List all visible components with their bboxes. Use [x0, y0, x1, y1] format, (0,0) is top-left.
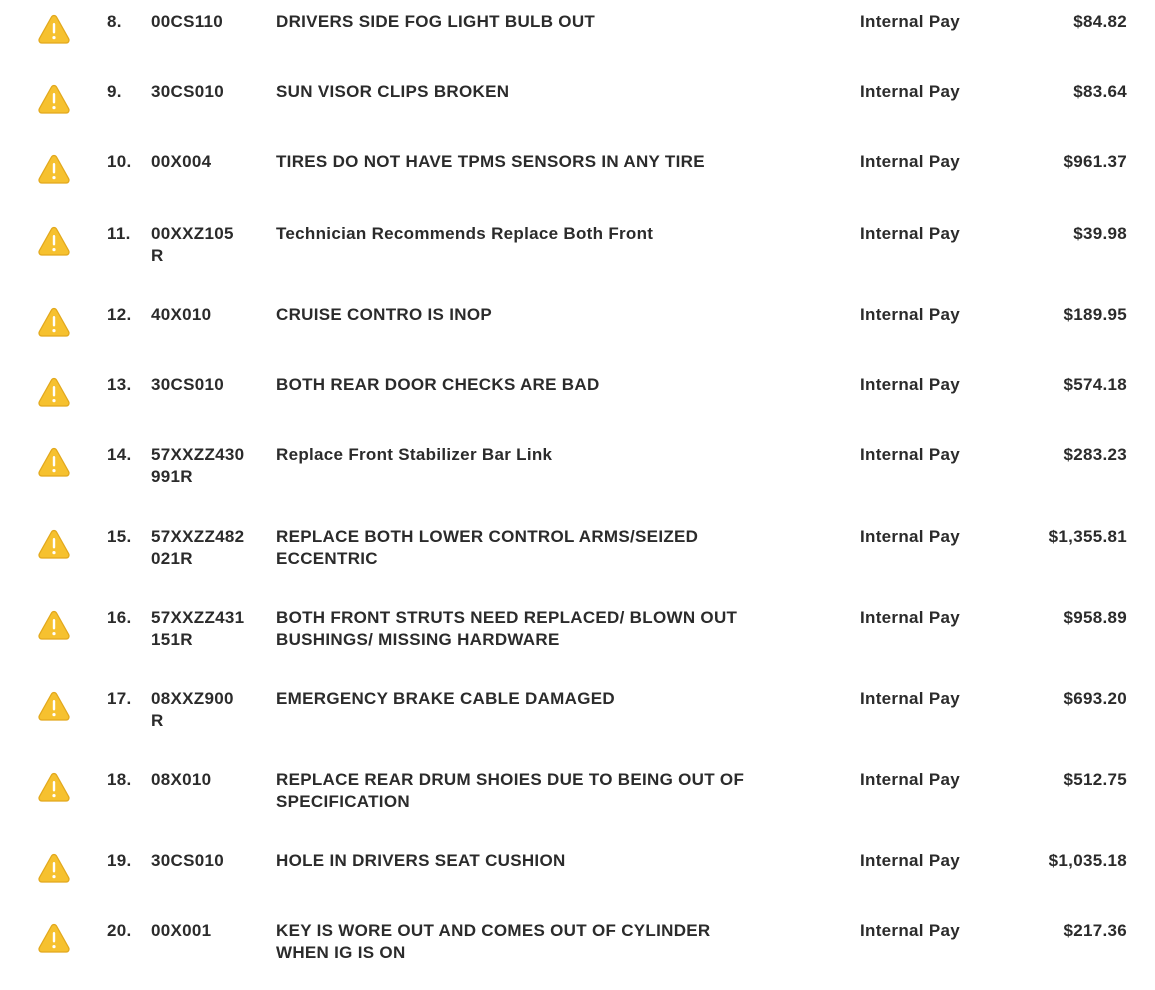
op-code: 30CS010: [151, 82, 224, 101]
list-item[interactable]: [0, 151, 1155, 221]
list-item[interactable]: [0, 81, 1155, 151]
item-number: 20.: [107, 921, 132, 940]
warning-icon: [37, 83, 71, 115]
item-number: 16.: [107, 608, 132, 627]
item-number: 12.: [107, 305, 132, 324]
op-code: 08XXZ900R: [151, 689, 234, 730]
item-amount: $961.37: [1063, 152, 1127, 171]
item-description: DRIVERS SIDE FOG LIGHT BULB OUT: [276, 12, 596, 31]
item-description: HOLE IN DRIVERS SEAT CUSHION: [276, 851, 566, 870]
item-description: CRUISE CONTRO IS INOP: [276, 305, 492, 324]
item-number: 19.: [107, 851, 132, 870]
item-description: TIRES DO NOT HAVE TPMS SENSORS IN ANY TIRE: [276, 152, 705, 171]
warning-icon: [37, 609, 71, 641]
item-amount: $84.82: [1073, 12, 1127, 31]
item-description: Technician Recommends Replace Both Front: [276, 224, 654, 243]
op-code: 57XXZZ431151R: [151, 608, 245, 649]
item-number: 18.: [107, 770, 132, 789]
warning-icon: [37, 153, 71, 185]
list-item[interactable]: [0, 223, 1155, 293]
item-amount: $189.95: [1063, 305, 1127, 324]
item-number: 8.: [107, 12, 122, 31]
item-description: REPLACE BOTH LOWER CONTROL ARMS/SEIZED ECCENTRIC: [276, 527, 699, 568]
item-number: 11.: [107, 224, 131, 243]
item-description: Replace Front Stabilizer Bar Link: [276, 445, 553, 464]
warning-icon: [37, 446, 71, 478]
warning-icon: [37, 13, 71, 45]
item-description: BOTH FRONT STRUTS NEED REPLACED/ BLOWN OUT BUSHINGS/ MISSING HARDWARE: [276, 608, 738, 649]
pay-type: Internal Pay: [860, 921, 960, 940]
pay-type: Internal Pay: [860, 224, 960, 243]
op-code: 08X010: [151, 770, 212, 789]
op-code: 30CS010: [151, 375, 224, 394]
pay-type: Internal Pay: [860, 82, 960, 101]
list-item[interactable]: [0, 850, 1155, 920]
list-item[interactable]: [0, 920, 1155, 990]
pay-type: Internal Pay: [860, 689, 960, 708]
list-item[interactable]: [0, 688, 1155, 758]
item-amount: $512.75: [1063, 770, 1127, 789]
item-amount: $574.18: [1063, 375, 1127, 394]
pay-type: Internal Pay: [860, 305, 960, 324]
warning-icon: [37, 852, 71, 884]
item-description: BOTH REAR DOOR CHECKS ARE BAD: [276, 375, 600, 394]
item-number: 17.: [107, 689, 132, 708]
op-code: 00X001: [151, 921, 212, 940]
pay-type: Internal Pay: [860, 527, 960, 546]
warning-icon: [37, 528, 71, 560]
pay-type: Internal Pay: [860, 851, 960, 870]
warning-icon: [37, 922, 71, 954]
list-item[interactable]: [0, 11, 1155, 81]
pay-type: Internal Pay: [860, 375, 960, 394]
warning-icon: [37, 771, 71, 803]
item-description: KEY IS WORE OUT AND COMES OUT OF CYLINDER WHEN IG IS ON: [276, 921, 711, 962]
pay-type: Internal Pay: [860, 770, 960, 789]
item-number: 13.: [107, 375, 132, 394]
item-amount: $217.36: [1063, 921, 1127, 940]
list-item[interactable]: [0, 444, 1155, 514]
pay-type: Internal Pay: [860, 608, 960, 627]
warning-icon: [37, 690, 71, 722]
item-description: EMERGENCY BRAKE CABLE DAMAGED: [276, 689, 615, 708]
item-amount: $283.23: [1063, 445, 1127, 464]
op-code: 00XXZ105R: [151, 224, 234, 265]
item-number: 15.: [107, 527, 132, 546]
item-amount: $39.98: [1073, 224, 1127, 243]
op-code: 40X010: [151, 305, 212, 324]
list-item[interactable]: [0, 304, 1155, 374]
warning-icon: [37, 376, 71, 408]
list-item[interactable]: [0, 526, 1155, 596]
op-code: 00CS110: [151, 12, 224, 31]
item-amount: $958.89: [1063, 608, 1127, 627]
list-item[interactable]: [0, 374, 1155, 444]
item-amount: $693.20: [1063, 689, 1127, 708]
item-number: 10.: [107, 152, 132, 171]
item-amount: $1,355.81: [1048, 527, 1127, 546]
item-description: REPLACE REAR DRUM SHOIES DUE TO BEING OUT OF SPECIFICATION: [276, 770, 745, 811]
op-code: 00X004: [151, 152, 212, 171]
pay-type: Internal Pay: [860, 12, 960, 31]
item-amount: $83.64: [1073, 82, 1127, 101]
item-description: SUN VISOR CLIPS BROKEN: [276, 82, 510, 101]
op-code: 57XXZZ482021R: [151, 527, 245, 568]
op-code: 57XXZZ430991R: [151, 445, 245, 486]
pay-type: Internal Pay: [860, 152, 960, 171]
item-amount: $1,035.18: [1048, 851, 1127, 870]
list-item[interactable]: [0, 769, 1155, 839]
item-number: 14.: [107, 445, 132, 464]
item-number: 9.: [107, 82, 122, 101]
warning-icon: [37, 225, 71, 257]
op-code: 30CS010: [151, 851, 224, 870]
warning-icon: [37, 306, 71, 338]
pay-type: Internal Pay: [860, 445, 960, 464]
list-item[interactable]: [0, 607, 1155, 677]
